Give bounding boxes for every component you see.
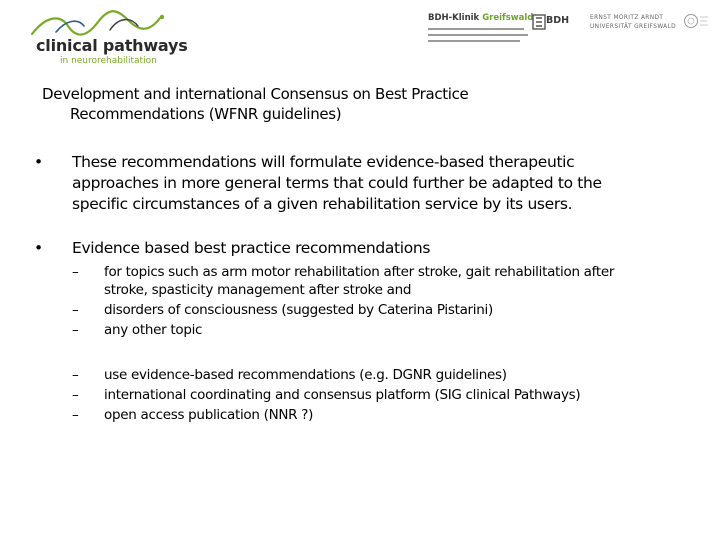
list-item-line-1: for topics such as arm motor rehabilitation after stroke, gait rehabilitation after [104,264,615,280]
list-item [72,406,697,424]
sub-list-actions [72,366,697,426]
list-item [72,386,697,404]
dash-marker: – [72,367,79,383]
dash-marker: – [72,264,79,280]
bullet-text: Evidence based best practice recommendations [72,239,431,257]
title-line-2: Recommendations (WFNR guidelines) [70,105,342,123]
university-logo [590,11,682,41]
dash-marker: – [72,322,79,338]
list-item [72,366,697,384]
logo-fine-print-line [428,34,528,36]
list-item-line-2: stroke, spasticity management after stroke and [104,282,412,298]
bullet-text-line-1: These recommendations will formulate evidence-based therapeutic [72,153,575,171]
seal-icon [683,11,709,45]
list-item-text: open access publication (NNR ?) [104,407,314,423]
list-item [72,301,697,319]
list-item-text: international coordinating and consensus platform (SIG clinical Pathways) [104,387,581,403]
logo-fine-print-line [428,40,520,42]
list-item [72,263,697,299]
brand-name: clinical pathways [36,36,188,55]
bdh-emblem-icon [532,14,546,30]
slide-title [42,84,682,124]
title-line-1: Development and international Consensus on Best Practice [42,85,469,103]
dash-marker: – [72,407,79,423]
bullet-marker: • [34,239,43,257]
bdh-logo [532,11,580,33]
bullet-recommendations [34,152,694,215]
bdh-klinik-logo [428,13,536,49]
clinical-pathways-logo [26,8,196,68]
list-item-line-1: any other topic [104,322,203,338]
bullet-text-line-2: approaches in more general terms that could further be adapted to the [72,174,602,192]
list-item-text: use evidence-based recommendations (e.g. DGNR guidelines) [104,367,507,383]
dash-marker: – [72,302,79,318]
bullet-text-line-3: specific circumstances of a given rehabilitation service by its users. [72,195,573,213]
list-item-line-1: disorders of consciousness (suggested by Caterina Pistarini) [104,302,493,318]
university-line-2: UNIVERSITÄT GREIFSWALD [590,24,677,30]
university-seal [683,11,709,45]
brand-tagline: in neurorehabilitation [60,56,157,66]
list-item [72,321,697,339]
klinik-place: Greifswald [482,13,534,23]
university-line-1: ERNST MORITZ ARNDT [590,15,664,21]
klinik-name: BDH-Klinik [428,13,480,23]
logo-fine-print-line [428,28,524,30]
bullet-marker: • [34,153,43,171]
bdh-name: BDH [546,15,570,26]
sub-list-topics [72,263,697,341]
dash-marker: – [72,387,79,403]
bullet-evidence-based [34,238,694,259]
